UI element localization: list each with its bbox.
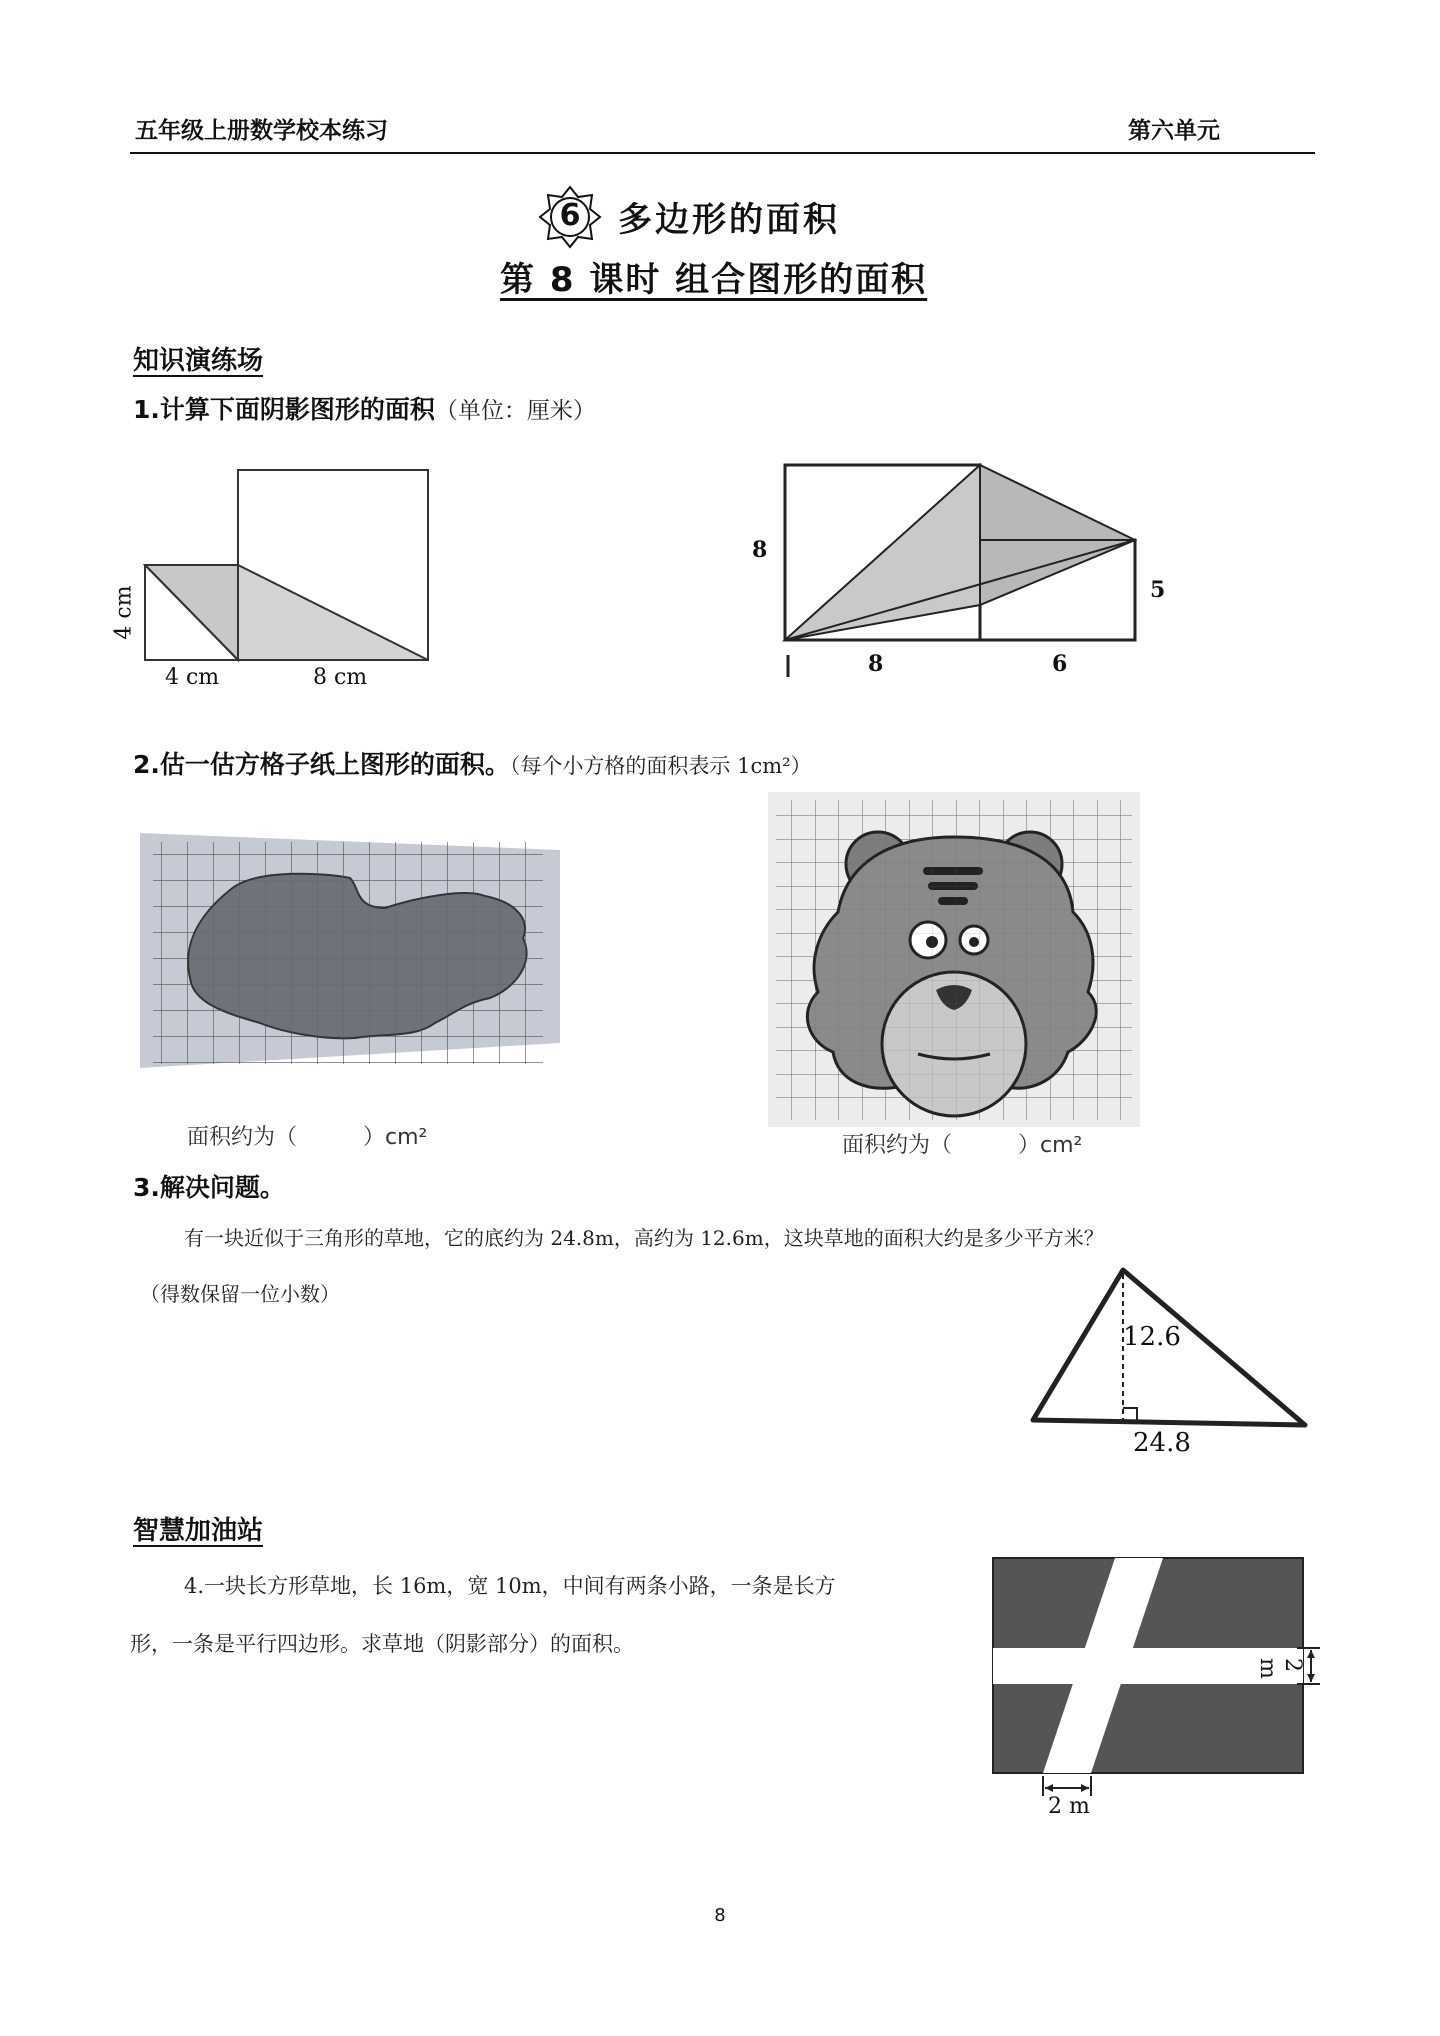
page-number: 8 [714,1905,726,1926]
unit-badge-number: 6 [559,198,581,233]
header-left: 五年级上册数学校本练习 [135,118,388,144]
unit-title: 多边形的面积 [618,200,840,240]
section-title-practice: 知识演练场 [133,346,264,376]
q1-figure-2 [740,455,1180,685]
q2-prompt [133,745,812,781]
lesson-title: 第 8 课时 组合图形的面积 [500,260,928,300]
q1-label: 1.计算下面阴影图形的面积 [133,395,435,424]
q4-text-line2: 形，一条是平行四边形。求草地（阴影部分）的面积。 [130,1632,634,1656]
q2-label: 2.估一估方格子纸上图形的面积。 [133,750,510,779]
q3-triangle-figure [1025,1260,1330,1470]
q3-base-label: 24.8 [1133,1428,1191,1458]
q1-fig2-right-label: 5 [1150,577,1166,603]
q4-road-width-bottom-label: 2 m [1048,1794,1090,1819]
q4-text-line1: 4.一块长方形草地，长 16m，宽 10m，中间有两条小路，一条是长方 [184,1574,836,1598]
q1-prompt [133,390,596,426]
q1-fig1-side-label: 4 cm [111,585,137,640]
q1-figure-1 [105,460,445,700]
q3-text2: （得数保留一位小数） [140,1282,340,1306]
q1-fig2-bottom-left-label: 8 [868,651,884,677]
q1-fig2-left-label: 8 [752,537,768,563]
header-rule [130,152,1315,154]
q2-grid-blob-figure [135,828,565,1083]
q2-answer-left: 面积约为（ ）cm² [187,1125,428,1150]
q1-fig2-bottom-right-label: 6 [1052,651,1068,677]
q2-answer-right: 面积约为（ ）cm² [842,1133,1083,1158]
q1-note: （单位：厘米） [434,398,596,424]
q4-field-figure [975,1538,1345,1823]
q3-text: 有一块近似于三角形的草地，它的底约为 24.8m，高约为 12.6m，这块草地的面积大约是多少平方米？ [184,1226,1104,1250]
q1-fig1-bottom-left-label: 4 cm [165,665,220,690]
q1-fig1-bottom-right-label: 8 cm [313,665,368,690]
q3-label: 3.解决问题。 [133,1173,285,1202]
section-title-challenge: 智慧加油站 [133,1516,264,1546]
q2-note: （每个小方格的面积表示 1cm²） [509,754,812,778]
q4-road-width-right-label: 2 m [1255,1658,1305,1679]
q3-height-label: 12.6 [1123,1322,1181,1352]
header-right: 第六单元 [1128,118,1220,144]
q2-grid-tiger-figure [768,792,1140,1127]
unit-badge [538,185,602,249]
